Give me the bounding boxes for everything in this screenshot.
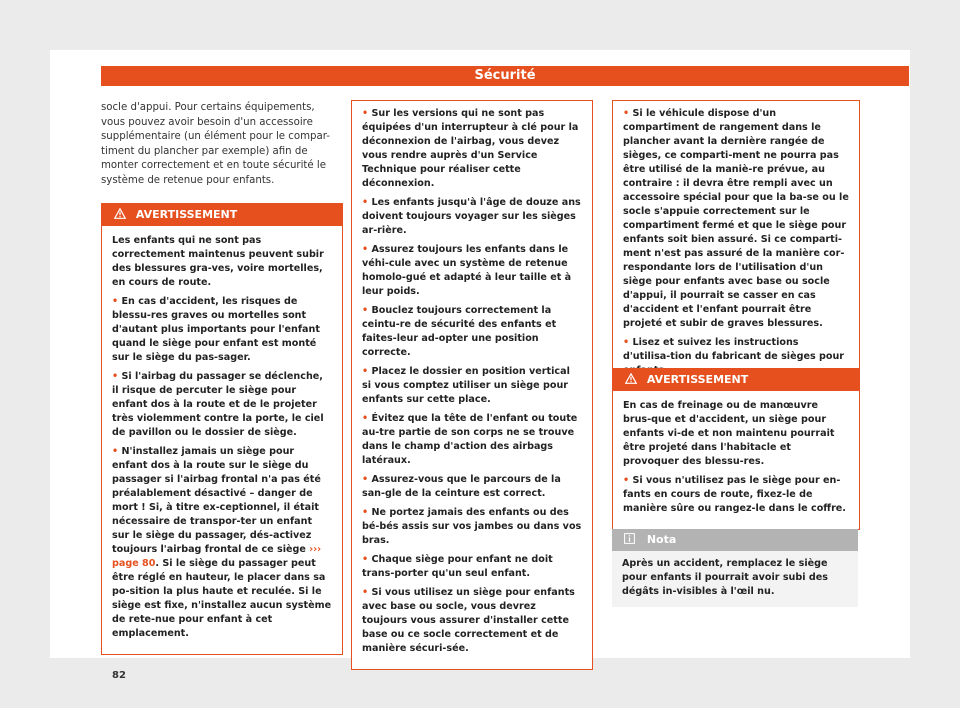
bullet-icon: • <box>362 554 372 565</box>
list-item <box>362 365 582 407</box>
warning-body <box>352 101 592 669</box>
list-item-text: Les enfants jusqu'à l'âge de douze ans doivent toujours voyager sur les sièges ar-rière. <box>362 197 581 236</box>
list-item-text: Si le véhicule dispose d'un compartiment de rangement dans le plancher avant la dernière rangée de sièges, ce comparti-ment ne pourra pas être utilisé de la maniè-re prévue, au contraire : il devra être rempli avec un accessoire spécial pour que la ba-se ou le socle s'appuie correctement sur le compartiment fermé et que le siège pour enfants soit bien assuré. Si ce comparti-ment n'est pas assuré de la manière cor-respondante lors de l'utilisation d'un siège pour enfants avec base ou socle d'appui, il pourrait se casser en cas d'accident et l'enfant pourrait être projeté et subir de graves blessures. <box>623 108 849 329</box>
list-item <box>362 196 582 238</box>
warning-lead: En cas de freinage ou de manœuvre brus-que et d'accident, un siège pour enfants vi-de et non maintenu pourrait être projeté dans l'habitacle et provoquer des blessu-res. <box>623 400 835 467</box>
note-header <box>612 529 858 551</box>
list-item-text: En cas d'accident, les risques de blessu-res graves ou mortelles sont d'autant plus importants pour l'enfant quand le siège pour enfant est monté sur le siège du pas-sager. <box>112 296 320 363</box>
page-number: 82 <box>112 670 126 681</box>
list-item <box>623 474 849 516</box>
warning-body <box>613 391 859 529</box>
warning-title: AVERTISSEMENT <box>646 373 749 386</box>
bullet-icon: • <box>112 296 122 307</box>
list-item-text: N'installez jamais un siège pour enfant dos à la route sur le siège du passager si l'airbag frontal n'a pas été préalablement désactivé – danger de mort ! Si, à titre ex-ceptionnel, il était nécessaire de transpor-ter un enfant sur le siège du passager, dés-activez toujours l'airbag frontal de ce siège <box>112 446 321 555</box>
list-item <box>362 304 582 360</box>
bullet-icon: • <box>362 507 372 518</box>
warning-lead: Les enfants qui ne sont pas correctement maintenus peuvent subir des blessures gra-ves, voire mortelles, en cours de route. <box>112 235 324 288</box>
list-item-text: Assurez-vous que le parcours de la san-gle de la ceinture est correct. <box>362 474 561 499</box>
list-item <box>623 107 849 331</box>
list-item-text: Chaque siège pour enfant ne doit trans-porter qu'un seul enfant. <box>362 554 553 579</box>
list-item <box>362 473 582 501</box>
list-item-text: Lisez et suivez les instructions d'utilisa-tion du fabricant de sièges pour <box>623 337 845 362</box>
list-item-text: Assurez toujours les enfants dans le véhi-cule avec un système de retenue homolo-gué et adapté à leur taille et à leur poids. <box>362 244 572 297</box>
bullet-icon: • <box>362 244 372 255</box>
warning-title: AVERTISSEMENT <box>135 208 238 221</box>
page-reference-link[interactable]: ››› page 80 <box>112 544 322 569</box>
bullet-icon: • <box>362 474 372 485</box>
bullet-icon: • <box>362 413 372 424</box>
list-item-text: . Si le siège du passager peut être réglé en hauteur, le placer dans sa po-sition la plus haute et reculée. Si le siège est fixe, n'installez aucun système de rete-nue pour enfant à cet emplacement. <box>112 558 332 639</box>
section-header: Sécurité <box>101 66 909 86</box>
warning-box-4 <box>612 368 860 530</box>
intro-paragraph: socle d'appui. Pour certains équipements, vous pouvez avoir besoin d'un accessoire supplémentaire (un élément pour le compar-timent du plancher par exemple) afin de monter correctement et en toute sécurité le système de retenue pour enfants. <box>101 102 330 186</box>
bullet-icon: • <box>362 587 372 598</box>
warning-triangle-icon <box>114 208 130 221</box>
bullet-icon: • <box>112 446 122 457</box>
list-item-text: Si vous n'utilisez pas le siège pour en-fants en cours de route, fixez-le de manière sûre ou rangez-le dans le coffre. <box>623 475 846 514</box>
warning-body <box>102 226 342 654</box>
list-item <box>362 586 582 656</box>
bullet-icon: • <box>623 475 633 486</box>
note-title: Nota <box>646 533 677 546</box>
list-item-text: Sur les versions qui ne sont pas équipées d'un interrupteur à clé pour la déconnexion de l'airbag, vous devez vous rendre auprès d'un Service Technique pour réaliser cette déconnexion. <box>362 108 579 189</box>
warning-header <box>613 369 859 391</box>
list-item <box>112 295 332 365</box>
note-text: Après un accident, remplacez le siège pour enfants il pourrait avoir subi des dégâts in-visibles à l'œil nu. <box>622 558 828 597</box>
bullet-icon: • <box>623 337 633 348</box>
list-item <box>112 445 332 641</box>
warning-box-3 <box>612 100 860 392</box>
warning-box-2 <box>351 100 593 670</box>
list-item-text: Si vous utilisez un siège pour enfants avec base ou socle, vous devrez toujours vous assurer d'installer cette base ou ce socle correctement et de manière sécuri-sée. <box>362 587 575 654</box>
bullet-icon: • <box>362 108 372 119</box>
list-item <box>362 412 582 468</box>
list-item-text: Si l'airbag du passager se déclenche, il risque de percuter le siège pour enfant dos à la route et de le projeter très violemment contre la porte, le ciel de pavillon ou le dossier de siège. <box>112 371 324 438</box>
list-item <box>112 370 332 440</box>
warning-box-1 <box>101 203 343 655</box>
list-item-text: Ne portez jamais des enfants ou des bé-bés assis sur vos jambes ou dans vos bras. <box>362 507 582 546</box>
info-icon <box>624 533 639 546</box>
bullet-icon: • <box>362 197 372 208</box>
bullet-icon: • <box>112 371 122 382</box>
manual-page <box>50 50 910 681</box>
bullet-icon: • <box>362 366 372 377</box>
list-item <box>362 243 582 299</box>
list-item-text: Placez le dossier en position vertical si vous comptez utiliser un siège pour enfants sur cette place. <box>362 366 570 405</box>
list-item <box>362 107 582 191</box>
list-item <box>362 506 582 548</box>
warning-header <box>102 204 342 226</box>
warning-body <box>613 101 859 391</box>
column-left <box>101 101 341 188</box>
note-box <box>612 529 858 607</box>
list-item <box>362 553 582 581</box>
list-item-text: Bouclez toujours correctement la ceintu-re de sécurité des enfants et faites-leur ad-opter une position correcte. <box>362 305 557 358</box>
list-item-text: Évitez que la tête de l'enfant ou toute au-tre partie de son corps ne se trouve dans le champ d'action des airbags latéraux. <box>362 413 578 466</box>
bullet-icon: • <box>362 305 372 316</box>
bullet-icon: • <box>623 108 633 119</box>
warning-triangle-icon <box>625 373 641 386</box>
